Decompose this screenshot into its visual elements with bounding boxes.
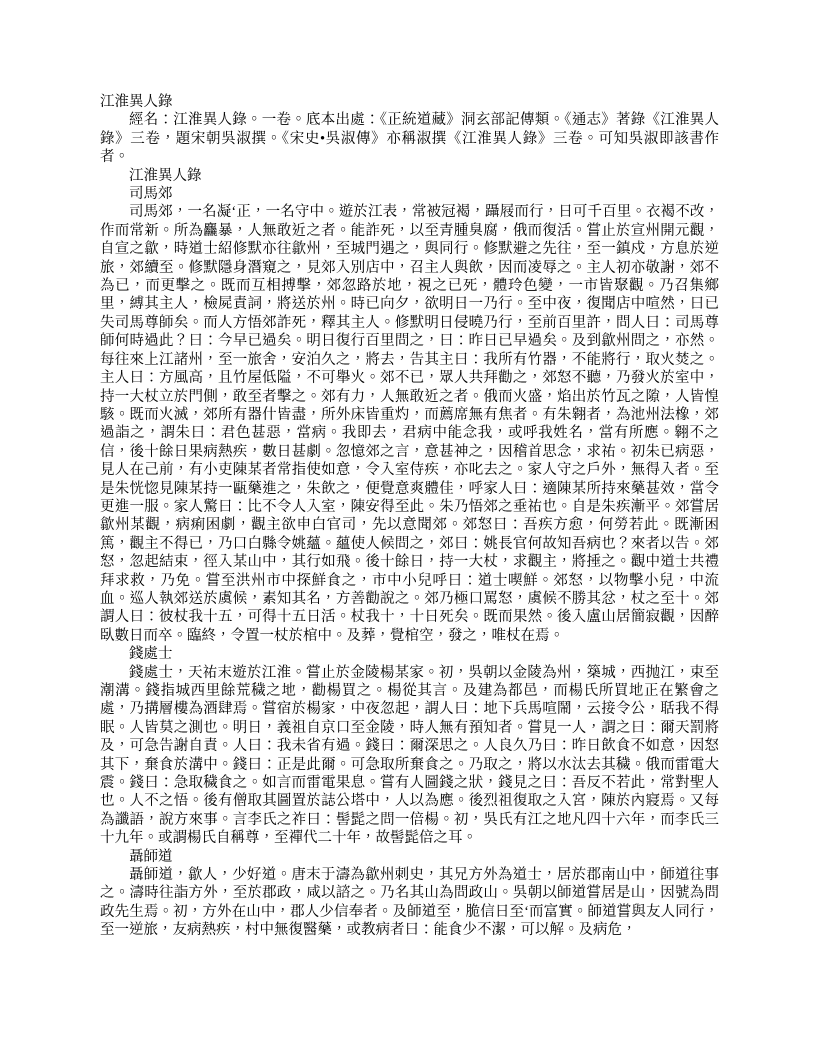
entry-text-sima-jiao: 司馬郊，一名凝‘正，一名守中。遊於江表，常被冠褐，躡屐而行，日可千百里。衣褐不改，作而常新。所為麤暴，人無敢近之者。能詐死，以至青腫臭腐，俄而復活。嘗止於宣州開元觀，自宣之歙，時道士紹修默亦往歙州，至城門遇之，與同行。修默避之先往，至一鎮戍，方息於逆旅，郊續至。修默隱身潛窺之，見郊入別店中，召主人與飲，因而凌辱之。主人初亦敬謝，郊不為已，而更擊之。既而互相搏擊，郊忽路於地，視之已死，體玲色變，一市皆聚觀。乃召集鄉里，縛其主人，檢屍責詞，將送於州。時已向夕，欲明日一乃行。至中夜，復聞店中喧然，曰已失司馬尊師矣。而人方悟郊詐死，釋其主人。修默明日侵曉乃行，至前百里許，問人曰：司馬尊師何時過此？曰：今早已過矣。明日復行百里問之，曰：昨日已早過矣。及到歙州問之，亦然。每往來上江諸州，至一旅舍，安泊久之，將去，告其主曰：我所有竹器，不能將行，取火焚之。主人曰：方風高，且竹屋低隘，不可舉火。郊不已，眾人共拜勸之，郊怒不聽，乃發火於室中，持一大杖立於門側，敢至者擊之。郊有力，人無敢近之者。俄而火盛，焰出於竹瓦之隙，人皆惶駭。既而火滅，郊所有器什皆盡，所外床皆重灼，而薦席無有焦者。有朱翱者，為池州法橡，郊過詣之，謂朱曰：君色甚惡，當病。我即去，君病中能念我，或呼我姓名，當有所應。翱不之信，後十餘日果病熱疾，數日甚劇。忽憶郊之言，意甚神之，因稽首思念，求祐。初朱已病惡，見人在己前，有小吏陳某者常指使如意，令入室侍疾，亦叱去之。家人守之戶外，無得入者。至是朱恍惚見陳某持一甌藥進之，朱飲之，便覺意爽體佳，呼家人曰：適陳某所持來藥甚效，當令更進一服。家人驚曰：比不令人入室，陳安得至此。朱乃悟郊之垂祐也。自是朱疾漸平。郊嘗居歙州某觀，病痢困劇，觀主欲申白官司，先以意聞郊。郊怒曰：吾疾方愈，何勞若此。既漸困篤，觀主不得已，乃口白縣令姚蘊。蘊使人候問之，郊曰：姚長官何故知吾病也？來者以告。郊怒，忽起結束，徑入某山中，其行如飛。後十餘日，持一大杖，求觀主，將捶之。觀中道士共禮拜求救，乃免。嘗至洪州市中探鮮食之，市中小兒呼曰：道士喫鮮。郊怒，以物擊小兒，中流血。巡人執郊送於虞候，素知其名，方善勸說之。郊乃極口罵怒，虞候不勝其忿，杖之至十。郊謂人曰：彼杖我十五，可得十五日活。杖我十，十日死矣。既而果然。後入盧山居簡寂觀，因醉臥數日而卒。臨終，令置一杖於棺中。及葬，覺棺空，發之，唯杖在焉。 [100,204,719,644]
entry-heading-sima-jiao: 司馬郊 [129,186,173,203]
section-title: 江淮異人錄 [129,167,202,184]
entry-text-nie-shidao: 聶師道，歙人，少好道。唐末于濤為歙州刺史，其兄方外為道士，居於郡南山中，師道往事之。濤時往詣方外，至於郡政，咸以諮之。乃名其山為問政山。吳朝以師道嘗居是山，因號為問政先生焉。初，方外在山中，郡人少信奉者。及師道至，脆信日至‘而富實。師道嘗與友人同行，至一逆旅，友病熱疾，村中無復醫藥，或教病者曰：能食少不潔，可以解。及病危， [100,867,719,939]
entry-heading-qian-chushi: 錢處士 [129,646,173,663]
bibliographic-note: 經名：江淮異人錄。一卷。底本出處：《正統道藏》洞玄部記傳類。《通志》著錄《江淮異人錄》三卷，題宋朝吳淑撰。《宋史•吳淑傳》亦稱淑撰《江淮異人錄》三卷。可知吳淑即該書作者。 [100,112,719,166]
entry-heading-nie-shidao: 聶師道 [129,848,173,865]
text-block [100,93,719,940]
entry-text-qian-chushi: 錢處士，天祐末遊於江淮。嘗止於金陵楊某家。初，吳朝以金陵為州，築城，西抛江，束至潮溝。錢指城西里餘荒穢之地，勸楊買之。楊從其言。及建為都邑，而楊氏所買地正在繁會之處，乃搆層樓為酒肆焉。嘗宿於楊家，中夜忽起，謂人曰：地下兵馬喧鬧，云接令公，聒我不得眠。人皆莫之測也。明日，義祖自京口至金陵，時人無有預知者。嘗見一人，謂之曰：爾天罰將及，可急告謝自責。人曰：我未省有過。錢曰：爾深思之。人良久乃曰：昨日飲食不如意，因怒其下，棄食於溝中。錢曰：正是此爾。可急取所棄食之。乃取之，將以水汰去其穢。俄而雷電大震。錢曰：急取穢食之。如言而雷電果息。嘗有人圖錢之狀，錢見之曰：吾反不若此，常對聖人也。人不之悟。後有僧取其圖置於誌公塔中，人以為應。後烈祖復取之入宮，陳於內寢焉。又每為讖語，說方來事。言李氏之祚曰：髻髭之問一倍楊。初，吳氏有江之地凡四十六年，而李氏三十九年。或謂楊氏自稱尊，至禪代二十年，故髻髭倍之耳。 [100,664,719,847]
book-title: 江淮異人錄 [100,94,173,110]
